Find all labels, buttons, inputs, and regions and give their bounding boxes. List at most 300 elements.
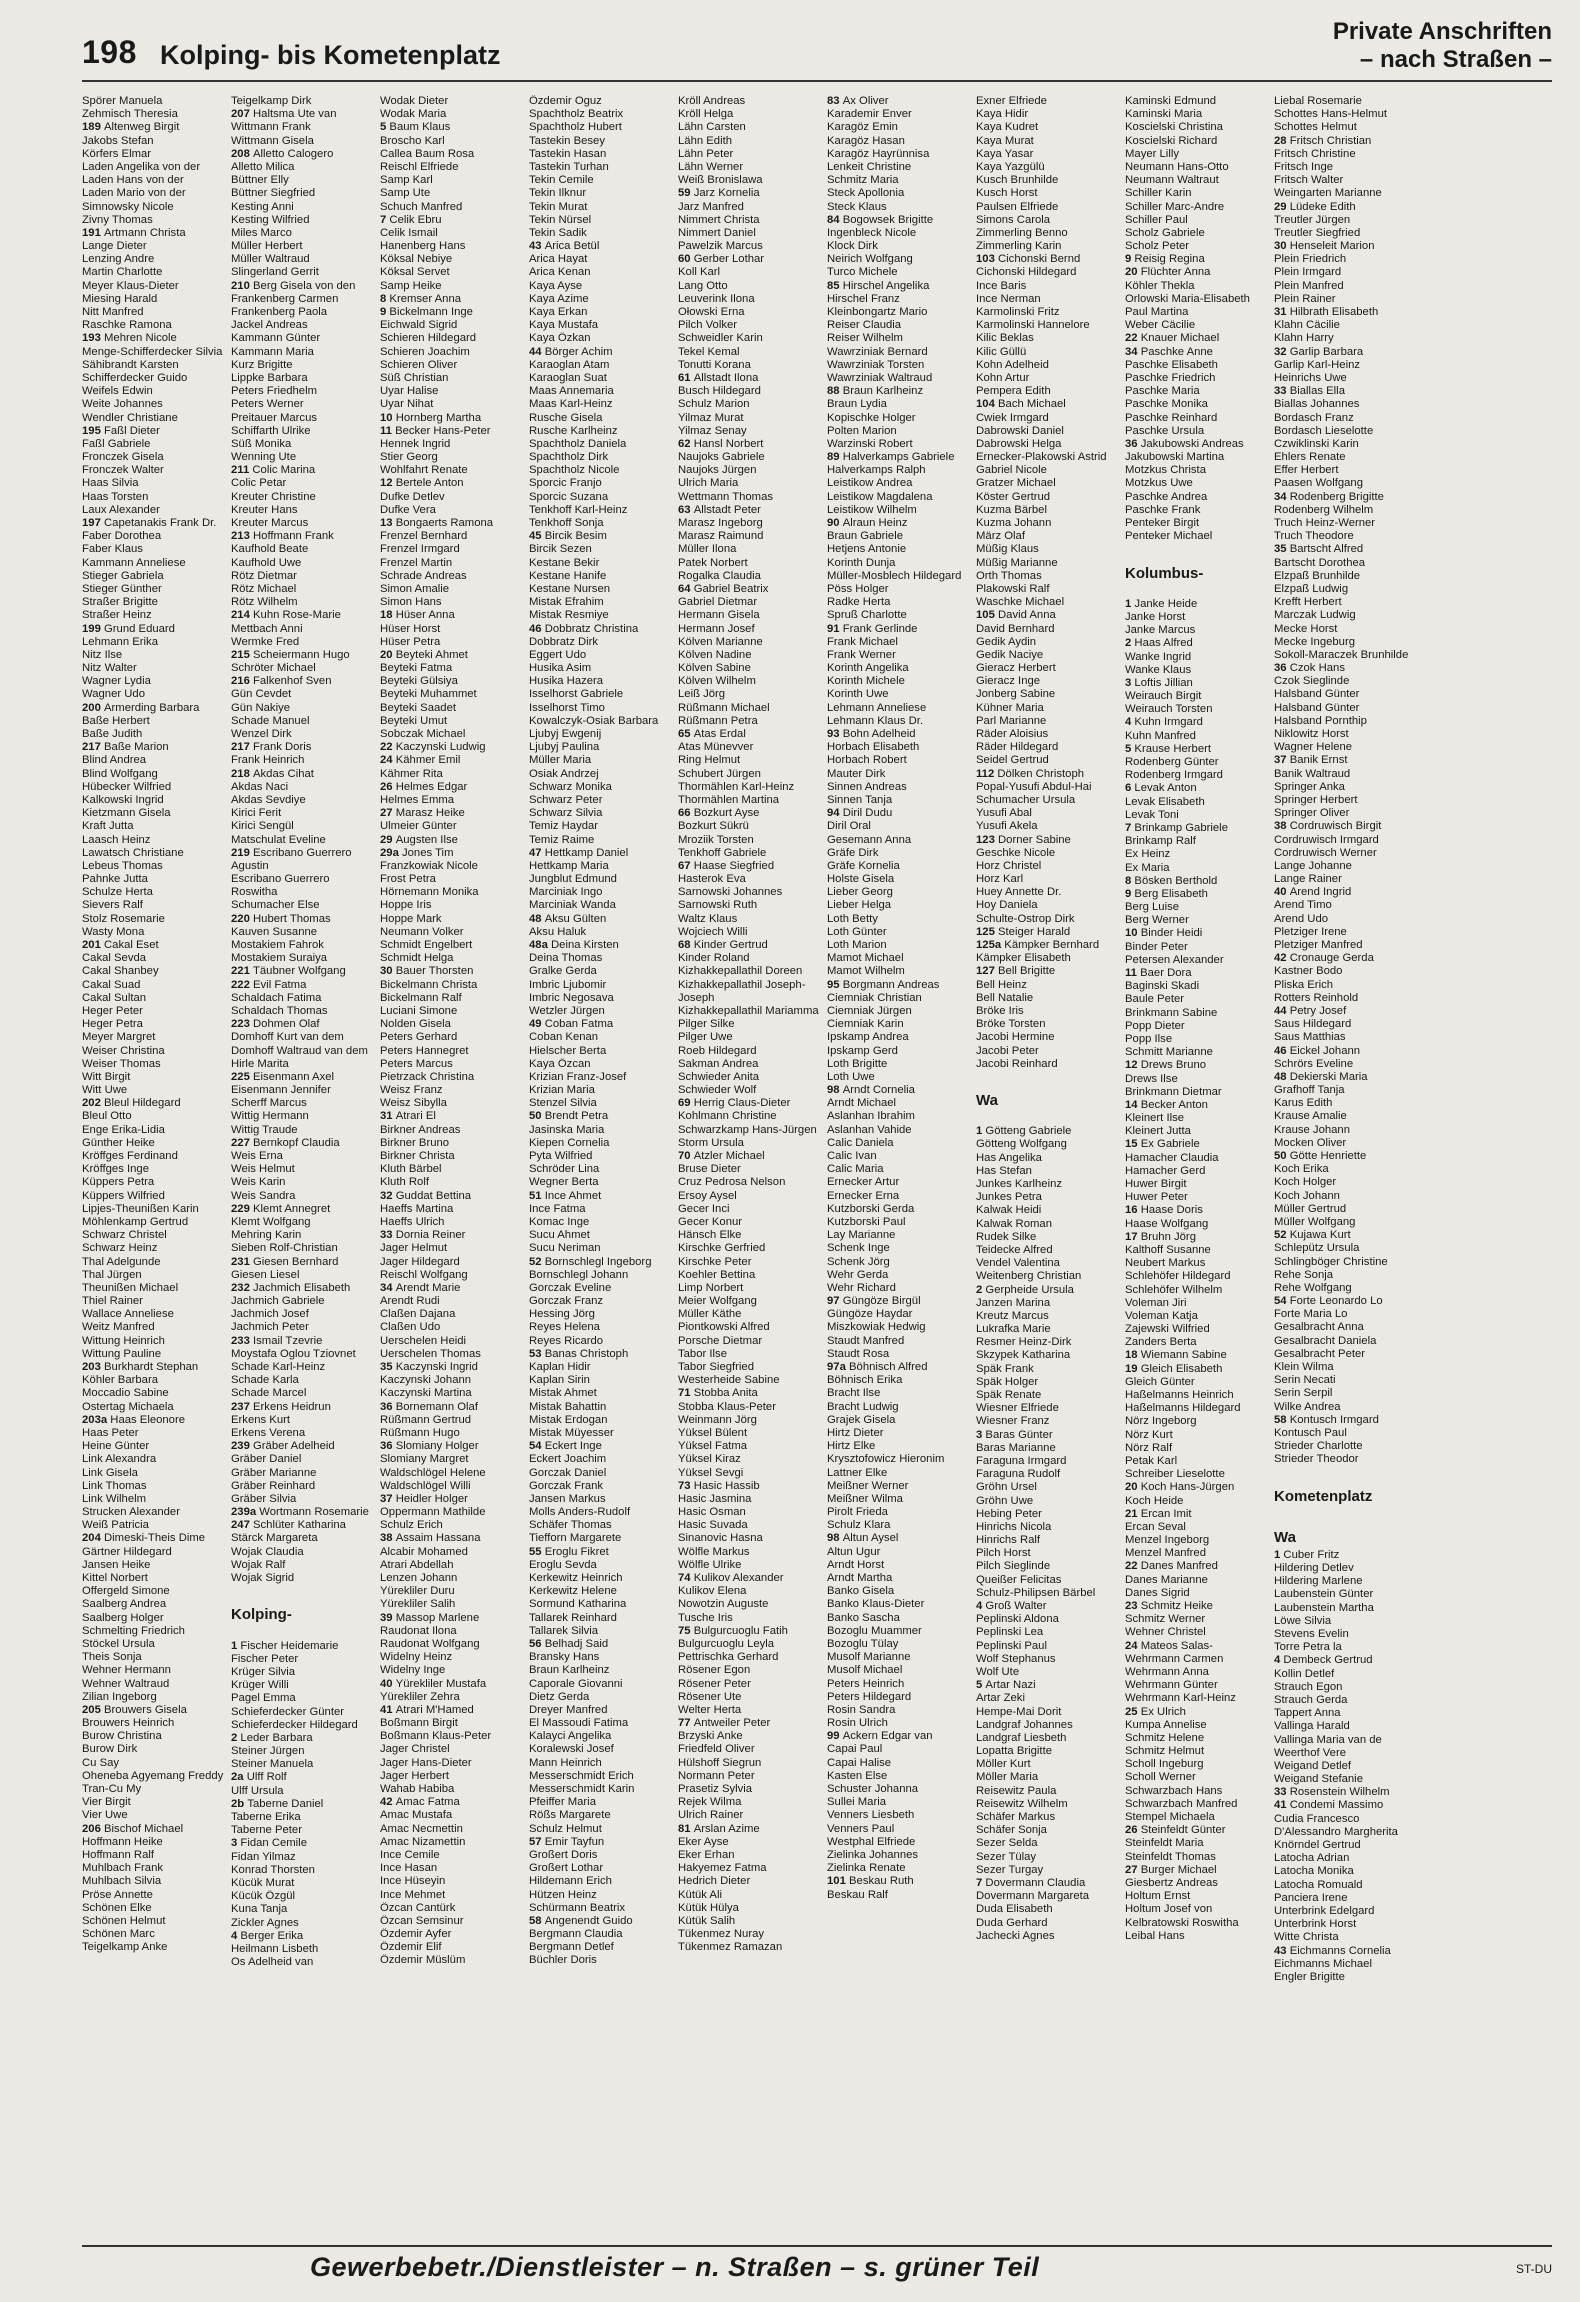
resident-entry: [529, 1018, 676, 1031]
resident-entry: Kizhakkepallathil Doreen: [678, 965, 803, 978]
resident-entry: Kastner Bodo: [1274, 965, 1343, 978]
house-number: 232: [231, 1281, 253, 1294]
resident-entry: Raudonat Wolfgang: [380, 1637, 480, 1650]
house-number: 28: [1274, 134, 1290, 147]
resident-entry: Treutler Siegfried: [1274, 226, 1361, 239]
resident-name: Bornemann Olaf: [395, 1400, 478, 1413]
resident-entry: Meißner Werner: [827, 1479, 909, 1492]
resident-entry: Yüksel Bülent: [678, 1426, 748, 1439]
resident-entry: Tenkhoff Karl-Heinz: [529, 503, 628, 516]
resident-entry: Plein Friedrich: [1274, 253, 1347, 266]
resident-entry: Queißer Felicitas: [976, 1573, 1062, 1586]
resident-entry: Laden Hans von der: [82, 174, 184, 187]
resident-entry: Artar Zeki: [976, 1692, 1025, 1705]
house-number: 221: [231, 965, 253, 978]
resident-entry: Straßer Brigitte: [82, 596, 158, 609]
resident-entry: Menzel Manfred: [1125, 1547, 1206, 1560]
resident-entry: Mistak Müyesser: [529, 1426, 614, 1439]
resident-entry: Steck Apollonia: [827, 187, 905, 200]
resident-entry: Joseph: [678, 991, 715, 1004]
resident-entry: Ince Hasan: [380, 1862, 438, 1875]
resident-entry: Jachmich Josef: [231, 1308, 309, 1321]
resident-entry: Lopatta Brigitte: [976, 1745, 1052, 1758]
resident-entry: Scherff Marcus: [231, 1097, 307, 1110]
resident-entry: Brinkmann Dietmar: [1125, 1085, 1222, 1098]
resident-entry: Müller Waltraud: [231, 253, 310, 266]
resident-entry: [1125, 822, 1272, 835]
resident-entry: [678, 1480, 825, 1493]
resident-name: Eroglu Fikret: [544, 1545, 609, 1558]
resident-entry: Kröffges Inge: [82, 1163, 149, 1176]
resident-entry: Gedik Naciye: [976, 648, 1044, 661]
resident-entry: Lähn Peter: [678, 147, 734, 160]
resident-entry: Meißner Wilma: [827, 1492, 903, 1505]
resident-entry: [380, 1678, 527, 1691]
resident-entry: Eroglu Sevda: [529, 1558, 597, 1571]
resident-name: Baras Günter: [985, 1428, 1053, 1441]
resident-entry: Schreiber Lieselotte: [1125, 1468, 1225, 1481]
resident-entry: Cu Say: [82, 1756, 120, 1769]
resident-name: Steiger Harald: [998, 925, 1071, 938]
house-number: 9: [1125, 887, 1135, 900]
resident-name: Eisenmann Axel: [253, 1070, 335, 1083]
resident-entry: Klahn Cäcilie: [1274, 319, 1340, 332]
resident-entry: Holste Gisela: [827, 873, 895, 886]
resident-entry: Koehler Bettina: [678, 1268, 756, 1281]
resident-entry: Kleinert Jutta: [1125, 1125, 1191, 1138]
resident-entry: Schiller Karin: [1125, 187, 1192, 200]
house-number: 77: [678, 1717, 694, 1730]
resident-entry: Stenzel Silvia: [529, 1097, 597, 1110]
resident-entry: Schieren Joachim: [380, 345, 470, 358]
resident-entry: Saus Hildegard: [1274, 1018, 1352, 1031]
resident-entry: Yusufi Abal: [976, 807, 1032, 820]
resident-name: Dobbratz Christina: [544, 622, 639, 635]
resident-name: Deina Kirsten: [551, 939, 619, 951]
resident-entry: Schwieder Anita: [678, 1070, 760, 1083]
resident-name: Levak Anton: [1134, 782, 1197, 795]
resident-entry: [380, 214, 527, 227]
resident-name: Garlip Barbara: [1289, 345, 1364, 358]
resident-entry: [380, 1190, 527, 1203]
resident-entry: Muhlbach Silvia: [82, 1875, 162, 1888]
resident-entry: Ince Nerman: [976, 292, 1041, 305]
house-number: 74: [678, 1572, 694, 1584]
resident-entry: [529, 346, 676, 359]
house-number: 58: [529, 1914, 545, 1927]
resident-name: Ince Ahmet: [544, 1189, 602, 1202]
resident-entry: Wohlfahrt Renate: [380, 464, 468, 477]
resident-entry: Claßen Udo: [380, 1321, 441, 1334]
resident-name: Knauer Michael: [1140, 332, 1220, 345]
resident-entry: Thiel Rainer: [82, 1295, 143, 1308]
resident-name: Berg Gisela von den: [253, 279, 356, 292]
directory-column: [976, 95, 1125, 2245]
resident-entry: Kaczynski Martina: [380, 1387, 472, 1400]
resident-entry: Schulz Marion: [678, 398, 750, 411]
resident-name: Berg Elisabeth: [1134, 887, 1208, 900]
resident-name: Kaczynski Ingrid: [395, 1361, 478, 1373]
resident-entry: Kütük Hülya: [678, 1901, 739, 1914]
resident-name: Baße Marion: [104, 741, 169, 754]
resident-entry: Zilian Ingeborg: [82, 1690, 157, 1703]
resident-entry: Schmidt Engelbert: [380, 939, 473, 951]
resident-entry: [976, 1679, 1123, 1692]
resident-entry: Eggert Udo: [529, 648, 587, 661]
resident-name: Grund Eduard: [104, 622, 175, 635]
resident-entry: Gorczak Franz: [529, 1295, 604, 1308]
resident-name: Herrig Claus-Dieter: [693, 1097, 791, 1110]
resident-entry: [678, 728, 825, 741]
house-number: 207: [231, 108, 253, 121]
resident-entry: Kreuter Hans: [231, 503, 298, 516]
resident-entry: Resmer Heinz-Dirk: [976, 1336, 1072, 1349]
house-number: 44: [529, 345, 545, 358]
resident-entry: Ince Baris: [976, 279, 1027, 292]
resident-entry: Giesen Liesel: [231, 1268, 300, 1281]
resident-entry: Wehner Hermann: [82, 1664, 171, 1677]
resident-entry: [231, 979, 378, 992]
resident-entry: Pietrzack Christina: [380, 1070, 475, 1083]
resident-entry: Tekin Cemile: [529, 174, 594, 187]
resident-entry: [231, 148, 378, 161]
resident-entry: Peters Friedhelm: [231, 385, 318, 398]
resident-entry: Venners Paul: [827, 1822, 895, 1835]
resident-entry: [827, 728, 974, 741]
resident-name: Massop Marlene: [395, 1611, 480, 1624]
resident-entry: Hirle Marita: [231, 1057, 289, 1070]
resident-entry: Schröter Michael: [231, 662, 316, 675]
resident-entry: Schaldach Thomas: [231, 1004, 328, 1017]
resident-entry: Krizian Maria: [529, 1084, 595, 1097]
resident-entry: Banko Sascha: [827, 1611, 900, 1624]
resident-entry: Rotters Reinhold: [1274, 991, 1359, 1004]
resident-entry: Biallas Johannes: [1274, 398, 1360, 411]
resident-entry: [380, 1493, 527, 1506]
resident-entry: Haeffs Martina: [380, 1202, 454, 1215]
resident-entry: Yüksel Fatma: [678, 1440, 748, 1453]
house-number: 11: [380, 424, 396, 437]
resident-entry: Waltz Klaus: [678, 912, 738, 925]
resident-entry: Gabriel Nicole: [976, 464, 1047, 477]
resident-entry: Pilger Uwe: [678, 1031, 733, 1044]
resident-entry: Bruse Dieter: [678, 1163, 741, 1176]
resident-entry: Karagöz Emin: [827, 121, 898, 134]
resident-entry: Bracht Ilse: [827, 1387, 881, 1400]
resident-entry: Hörnemann Monika: [380, 886, 479, 899]
resident-entry: Rötz Wilhelm: [231, 596, 298, 609]
resident-entry: Hasterok Eva: [678, 873, 746, 886]
resident-entry: Großert Doris: [529, 1848, 598, 1861]
resident-name: Götte Henriette: [1289, 1150, 1367, 1162]
resident-entry: Yüksel Kiraz: [678, 1453, 741, 1466]
resident-entry: Jakubowski Martina: [1125, 451, 1225, 464]
resident-name: Condemi Massimo: [1289, 1799, 1384, 1812]
resident-name: Jakubowski Andreas: [1140, 437, 1244, 450]
resident-entry: [1274, 1414, 1421, 1427]
resident-entry: [529, 1836, 676, 1849]
resident-entry: [231, 1137, 378, 1150]
resident-name: Alletto Calogero: [253, 147, 334, 160]
resident-entry: [1274, 1045, 1421, 1058]
resident-entry: Mamot Michael: [827, 952, 904, 965]
resident-name: Arndt Cornelia: [842, 1084, 915, 1097]
house-number: 38: [1274, 820, 1290, 833]
resident-entry: Naujoks Jürgen: [678, 464, 757, 477]
resident-name: Eichmanns Cornelia: [1289, 1944, 1391, 1957]
page-number: 198: [82, 34, 137, 70]
house-number: 217: [231, 741, 253, 754]
resident-entry: Staudt Manfred: [827, 1334, 905, 1347]
house-number: 2a: [231, 1771, 247, 1784]
resident-entry: [1125, 253, 1272, 266]
resident-entry: Wagner Lydia: [82, 675, 151, 688]
resident-name: Kähmer Emil: [395, 754, 461, 767]
resident-entry: Polten Marion: [827, 424, 897, 437]
resident-entry: Pagel Emma: [231, 1692, 296, 1705]
resident-entry: Birkner Andreas: [380, 1123, 461, 1136]
resident-entry: Krause Johann: [1274, 1123, 1350, 1136]
resident-entry: Maas Karl-Heinz: [529, 398, 613, 411]
resident-entry: Rogalka Claudia: [678, 569, 761, 582]
resident-entry: Ince Mehmet: [380, 1888, 446, 1901]
resident-entry: [1274, 306, 1421, 319]
house-number: 33: [380, 1229, 396, 1242]
resident-entry: Horbach Elisabeth: [827, 741, 920, 754]
resident-entry: Hildemann Erich: [529, 1875, 612, 1888]
resident-entry: Samp Karl: [380, 174, 433, 187]
resident-entry: [529, 1190, 676, 1203]
resident-entry: Jansen Markus: [529, 1492, 606, 1505]
resident-entry: Halsband Günter: [1274, 701, 1360, 714]
resident-entry: Lehmann Anneliese: [827, 701, 927, 714]
resident-name: Dekierski Maria: [1289, 1070, 1368, 1083]
resident-entry: Cakal Sevda: [82, 952, 147, 965]
house-number: 2: [1125, 637, 1135, 650]
resident-entry: [231, 1018, 378, 1031]
resident-entry: Effer Herbert: [1274, 464, 1339, 477]
resident-entry: Kusch Brunhilde: [976, 174, 1059, 187]
resident-entry: Weber Cäcilie: [1125, 319, 1196, 332]
resident-entry: Sinnen Andreas: [827, 780, 907, 793]
resident-entry: Nimmert Christa: [678, 213, 760, 226]
resident-name: Baum Klaus: [389, 121, 451, 134]
house-number: 1: [231, 1639, 241, 1652]
resident-entry: Schulte-Ostrop Dirk: [976, 912, 1075, 925]
house-number: 29: [380, 833, 396, 846]
resident-entry: Springer Herbert: [1274, 793, 1358, 806]
resident-entry: Scholz Gabriele: [1125, 226, 1205, 239]
resident-entry: Cwiek Irmgard: [976, 411, 1049, 424]
house-number: 1: [1125, 597, 1135, 610]
resident-entry: Schrörs Eveline: [1274, 1057, 1354, 1070]
resident-entry: Räder Hildegard: [976, 741, 1059, 754]
resident-entry: Junkes Petra: [976, 1191, 1042, 1204]
resident-entry: [678, 253, 825, 266]
resident-entry: Pahnke Jutta: [82, 873, 148, 886]
resident-name: Binder Heidi: [1140, 927, 1203, 940]
resident-entry: [1274, 1295, 1421, 1308]
resident-entry: Hasic Osman: [678, 1506, 746, 1519]
resident-entry: Schiller Marc-Andre: [1125, 200, 1225, 213]
resident-name: Kremser Anna: [389, 292, 462, 305]
resident-entry: Reiser Claudia: [827, 319, 902, 332]
resident-entry: Nolden Gisela: [380, 1018, 451, 1031]
house-number: 68: [678, 939, 694, 951]
resident-entry: Janke Horst: [1125, 610, 1186, 623]
resident-entry: Beyteki Saadet: [380, 701, 456, 714]
resident-name: Gleich Elisabeth: [1140, 1362, 1223, 1375]
resident-entry: Oppermann Mathilde: [380, 1506, 486, 1519]
resident-entry: Haas Silvia: [82, 477, 139, 490]
resident-entry: Koch Holger: [1274, 1176, 1337, 1189]
house-number: 204: [82, 1532, 104, 1545]
resident-entry: Escribano Guerrero: [231, 873, 330, 886]
resident-entry: Scholz Peter: [1125, 240, 1190, 253]
resident-entry: Marasz Ingeborg: [678, 517, 763, 529]
resident-entry: Strucken Alexander: [82, 1506, 180, 1519]
resident-entry: [529, 913, 676, 926]
house-number: 15: [1125, 1138, 1141, 1151]
resident-entry: Erkens Kurt: [231, 1413, 291, 1426]
resident-entry: Kuna Tanja: [231, 1903, 288, 1916]
resident-entry: Niklowitz Horst: [1274, 728, 1349, 740]
resident-entry: Cordruwisch Werner: [1274, 846, 1377, 859]
resident-entry: Arend Timo: [1274, 899, 1332, 912]
resident-entry: Loth Uwe: [827, 1070, 875, 1083]
resident-entry: Peters Heinrich: [827, 1677, 905, 1690]
resident-entry: [82, 332, 229, 345]
resident-entry: Pilch Volker: [678, 319, 738, 332]
resident-entry: Calic Maria: [827, 1163, 884, 1176]
resident-entry: Hülshoff Siegrun: [678, 1756, 762, 1769]
resident-entry: Mecke Horst: [1274, 622, 1338, 635]
resident-entry: Bergmann Claudia: [529, 1928, 623, 1941]
resident-entry: Nitz Ilse: [82, 648, 123, 661]
resident-name: Cronauge Gerda: [1289, 952, 1374, 965]
resident-entry: Lipjes-Theunißen Karin: [82, 1202, 199, 1215]
resident-entry: Kusch Horst: [976, 187, 1038, 200]
resident-entry: Atrari Abdellah: [380, 1558, 454, 1571]
resident-entry: Wittung Heinrich: [82, 1334, 165, 1347]
house-number: 35: [380, 1361, 396, 1373]
resident-entry: Weis Erna: [231, 1150, 283, 1162]
house-number: 34: [1274, 490, 1290, 503]
resident-entry: Uerschelen Thomas: [380, 1347, 481, 1360]
resident-entry: Kaya Murat: [976, 134, 1034, 147]
resident-entry: Koralewski Josef: [529, 1743, 614, 1756]
resident-entry: Weisz Sibylla: [380, 1097, 447, 1110]
resident-name: Beyteki Ahmet: [395, 648, 468, 661]
resident-name: Jones Tim: [402, 846, 454, 859]
resident-entry: Schröder Lina: [529, 1163, 600, 1176]
house-number: 75: [678, 1624, 694, 1637]
house-number: 71: [678, 1387, 694, 1400]
resident-entry: Ulff Ursula: [231, 1784, 284, 1797]
resident-entry: Brinkmann Sabine: [1125, 1006, 1218, 1019]
resident-entry: Beskau Ralf: [827, 1888, 888, 1901]
resident-entry: [231, 913, 378, 926]
resident-name: Armerding Barbara: [104, 701, 200, 714]
resident-entry: Witte Christa: [1274, 1931, 1339, 1944]
resident-entry: Thal Jürgen: [82, 1268, 142, 1281]
resident-name: Halverkamps Gabriele: [842, 451, 955, 464]
resident-entry: Duda Gerhard: [976, 1916, 1048, 1929]
house-number: 70: [678, 1150, 694, 1162]
house-number: 55: [529, 1545, 545, 1558]
resident-entry: [1125, 677, 1272, 690]
resident-entry: Jacobi Reinhard: [976, 1057, 1058, 1070]
street-heading: Wa: [1274, 1528, 1296, 1546]
resident-entry: Popp Ilse: [1125, 1032, 1173, 1045]
house-number: 4: [1274, 1654, 1284, 1667]
resident-entry: [827, 1730, 974, 1743]
resident-entry: Jachecki Agnes: [976, 1929, 1055, 1942]
resident-name: Hoffmann Frank: [253, 530, 334, 543]
resident-entry: Landgraf Johannes: [976, 1718, 1073, 1731]
resident-entry: Latocha Romuald: [1274, 1878, 1363, 1891]
resident-entry: Bozoglu Tülay: [827, 1637, 899, 1650]
resident-entry: Bröke Iris: [976, 1004, 1024, 1017]
house-number: 83: [827, 95, 843, 107]
house-number: 44: [1274, 1004, 1290, 1017]
house-number: 39: [380, 1611, 396, 1624]
resident-name: Mateos Salas-: [1140, 1639, 1213, 1652]
resident-name: Klemt Annegret: [253, 1202, 331, 1215]
resident-entry: Stöckel Ursula: [82, 1637, 155, 1650]
footer-note: Gewerbebetr./Dienstleister – n. Straßen – s. grüner Teil: [310, 2252, 1040, 2282]
resident-entry: Lehmann Klaus Dr.: [827, 714, 924, 727]
house-number: 2b: [231, 1797, 248, 1810]
spacer: [1274, 1467, 1421, 1480]
resident-entry: Sucu Ahmet: [529, 1229, 590, 1242]
resident-entry: Weigand Detlef: [1274, 1759, 1352, 1772]
resident-name: Becker Anton: [1140, 1098, 1208, 1111]
resident-entry: [380, 517, 527, 530]
resident-entry: Schieren Oliver: [380, 358, 458, 371]
resident-entry: [82, 1097, 229, 1110]
resident-entry: Sinanovic Hasna: [678, 1532, 763, 1545]
resident-entry: Dufke Vera: [380, 503, 436, 516]
resident-entry: Cakal Shanbey: [82, 965, 159, 978]
house-number: 97: [827, 1295, 843, 1308]
resident-entry: [82, 623, 229, 636]
resident-entry: Gabriel Dietmar: [678, 596, 758, 609]
resident-entry: Nitz Walter: [82, 662, 137, 675]
street-heading: Wa: [976, 1092, 998, 1110]
resident-entry: Späk Holger: [976, 1375, 1039, 1388]
resident-entry: Schwarz Christel: [82, 1229, 167, 1242]
resident-entry: Müller Gertrud: [1274, 1202, 1347, 1215]
resident-entry: Springer Anka: [1274, 780, 1345, 793]
resident-name: Marasz Heike: [395, 807, 465, 820]
resident-name: Braun Karlheinz: [842, 385, 924, 398]
resident-entry: Hanenberg Hans: [380, 240, 466, 253]
resident-entry: Özcan Semsinur: [380, 1914, 464, 1927]
resident-entry: Hirschel Franz: [827, 292, 900, 305]
resident-name: Ex Ulrich: [1140, 1705, 1186, 1718]
resident-entry: [529, 1546, 676, 1559]
house-number: 37: [1274, 754, 1290, 767]
resident-entry: [1125, 782, 1272, 795]
resident-entry: [827, 807, 974, 820]
resident-entry: [1125, 888, 1272, 901]
resident-entry: Großert Lothar: [529, 1862, 604, 1875]
resident-entry: Marciniak Wanda: [529, 899, 616, 912]
resident-entry: Westphal Elfriede: [827, 1835, 916, 1848]
resident-entry: Wolf Ute: [976, 1665, 1020, 1678]
resident-entry: Laden Angelika von der: [82, 160, 201, 173]
